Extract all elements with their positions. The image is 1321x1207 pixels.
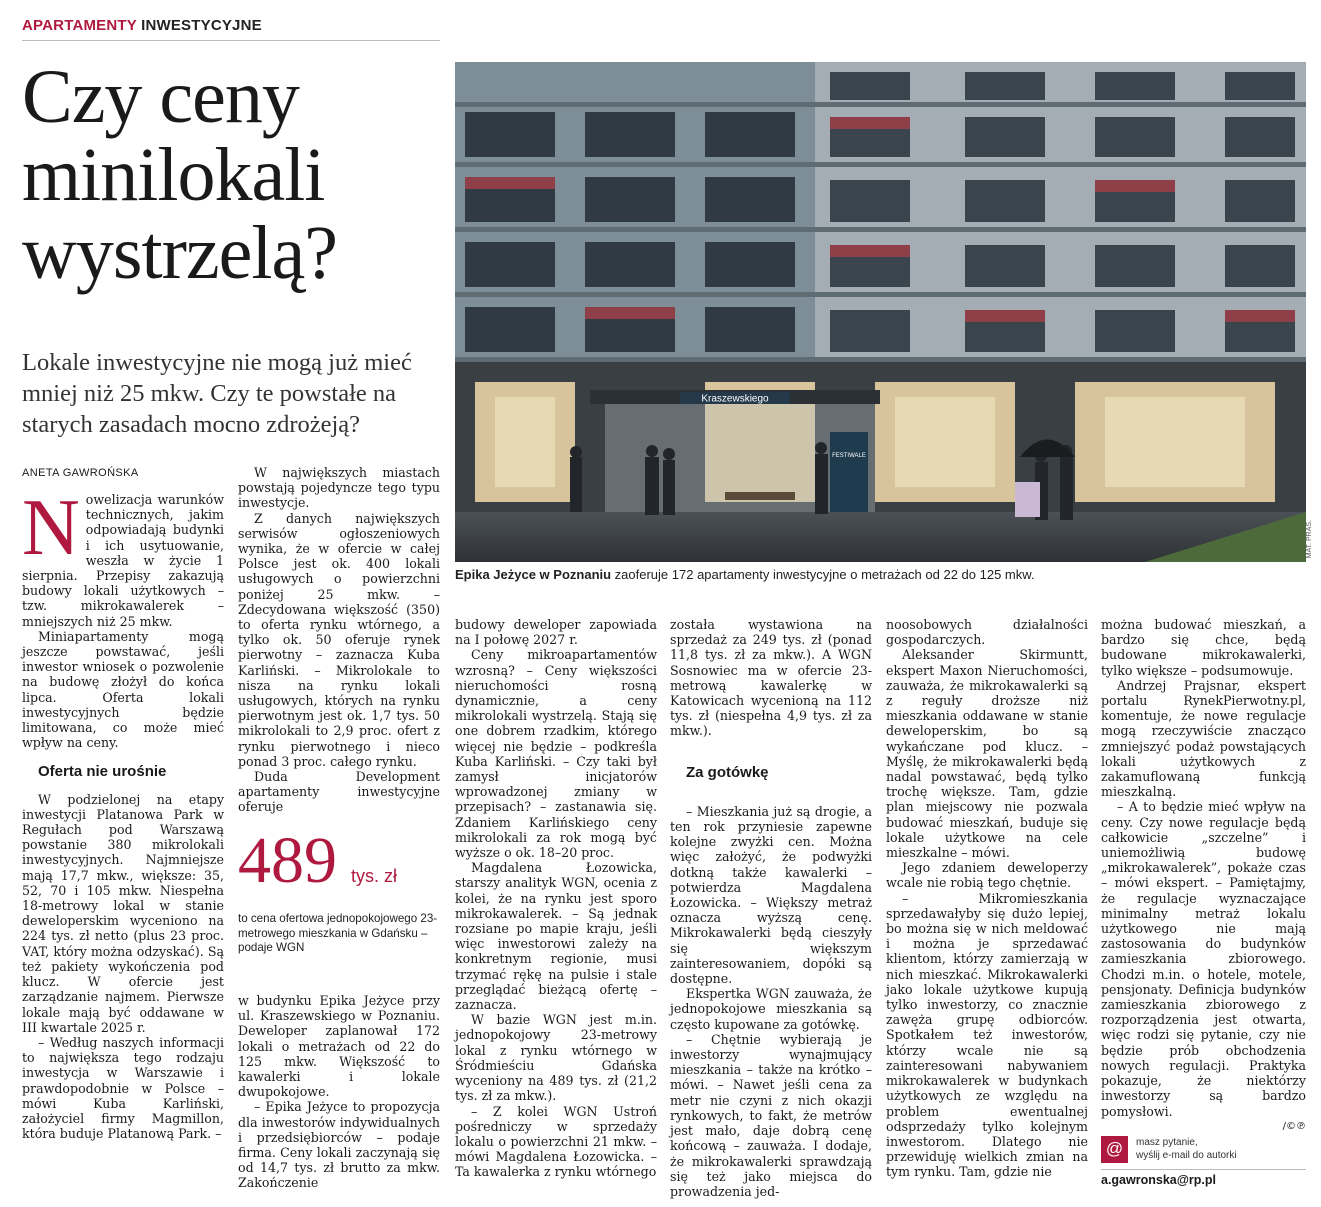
paragraph: można budować mieszkań, a bardzo się chce, będą budowane mikrokawalerki, tylko większe – podsumowuje. xyxy=(1101,617,1306,678)
author-byline: ANETA GAWROŃSKA xyxy=(22,467,139,479)
author-email-link[interactable]: a.gawronska@rp.pl xyxy=(1101,1173,1216,1187)
highlight-number: 489 xyxy=(238,824,337,897)
paragraph: Jego zdaniem deweloperzy wcale nie robią tego chętnie. xyxy=(886,860,1088,891)
paragraph: Ceny mikroapartamentów wzrosną? – Ceny większości nieruchomości rosną dynamicznie, a ceny mikrolokali wystrzelą. Stają się one dobrem rzadkim, którego więcej nie będzie – podkreśla Kuba Karliński. – Czy taki był zamysł inicjatorów wprowadzonej zmiany w przepisach? – zastanawia się. Zdaniem Karlińskiego ceny mikrolokali za rok mogą być wyższe o ok. 18–20 proc. xyxy=(455,647,657,861)
paragraph: noosobowych działalności gospodarczych. xyxy=(886,617,1088,648)
poster-text: FESTIWALE xyxy=(832,453,866,459)
article-column-4 xyxy=(670,617,872,1199)
headline: Czy ceny minilokali wystrzelą? xyxy=(22,55,337,295)
paragraph: – Mikromieszkania sprzedawałyby się dużo lepiej, bo można się w nich meldować i można je sprzedawać klientom, którzy zamierzają w nich mieszkać. Mikrokawalerki jako lokale użytkowe kupują tylko inwestorzy, co znacznie zawęża grupę odbiorców. Spotkałem też inwestorów, którzy wcale nie są zainteresowani nabywaniem mikrokawalerek w budynkach użytkowych ze względu na problem ewentualnej odsprzedaży tylko kolejnym inwestorom. Dlatego nie przewiduję wielkich zmian na tym rynku. Tam, gdzie nie xyxy=(886,890,1088,1180)
article-column-6 xyxy=(1101,617,1306,1134)
paragraph: Aleksander Skirmuntt, ekspert Maxon Nieruchomości, zauważa, że mikrokawalerki są z reguły droższe niż mieszkania oddawane w stanie deweloperskim, bo są wykańczane pod klucz. – Myślę, że mikrokawalerki będą nadal powstawać, będą tylko trochę większe. Tam, gdzie plan miejscowy nie pozwala budować mieszkań, buduje się lokale użytkowe na cele mieszkalne – mówi. xyxy=(886,647,1088,861)
article-column-2 xyxy=(238,465,440,815)
paragraph: W podzielonej na etapy inwestycji Platanowa Park w Regułach pod Warszawą powstanie 380 mikrolokali inwestycyjnych. Najmniejsze mają 17,7 mkw., większe: 35, 52, 70 i 105 mkw. Niespełna 18-metrowy lokal w stanie deweloperskim wyceniono na 224 tys. zł netto (plus 23 proc. VAT, który można odzyskać). Są też pakiety wykończenia pod klucz. W ofercie jest zarządzanie najmem. Pierwsze lokale mają być oddawane w III kwartale 2025 r. xyxy=(22,791,224,1035)
paragraph: – Według naszych informacji to największa tego rodzaju inwestycja w Warszawie i prawdopodobnie w Polsce – mówi Kuba Karliński, założyciel firmy Magmillon, która buduje Platanową Park. – xyxy=(22,1034,224,1142)
article-column-2-continued xyxy=(238,993,440,1191)
paragraph: owelizacja warunków technicznych, jakim odpowiadają budynki i ich usytuowanie, weszła w życie 1 sierpnia. Przepisy zakazują budowy lokali użytkowych – tzw. mikrokawalerek – mniejszych niż 25 mkw. xyxy=(22,492,224,629)
photo-caption: Epika Jeżyce w Poznaniu zaoferuje 172 apartamenty inwestycyjne o metrażach od 22 do 125 mkw. xyxy=(455,567,1035,582)
street-sign-text: Kraszewskiego xyxy=(701,393,769,405)
paragraph: – Mieszkania już są drogie, a ten rok przyniesie zapewne kolejne zwyżki cen. Można więc założyć, że podwyżki dotkną także kawalerki – potwierdza Magdalena Łozowicka. – Większy metraż oznacza wyższą cenę. Mikrokawalerki będą cieszyły się większym zainteresowaniem, dopóki są dostępne. xyxy=(670,803,872,987)
kicker-rule xyxy=(22,40,440,41)
paragraph: została wystawiona na sprzedaż za 249 tys. zł (ponad 11,8 tys. zł za mkw.). A WGN Sosnowiec ma w ofercie 23-metrową kawalerkę w Katowicach wycenioną na 112 tys. zł (niespełna 4,9 tys. zł za mkw.). xyxy=(670,617,872,739)
paragraph: Andrzej Prajsnar, ekspert portalu RynekPierwotny.pl, komentuje, że nowe regulacje mogą rzeczywiście znacząco zmniejszyć podaż powstających lokali użytkowych z zakamuflowaną funkcją mieszkalną. xyxy=(1101,677,1306,800)
paragraph: W największych miastach powstają pojedyncze tego typu inwestycje. xyxy=(238,465,440,511)
contact-divider xyxy=(1101,1169,1306,1170)
subheading: Oferta nie urośnie xyxy=(38,763,167,781)
building-illustration xyxy=(455,62,1306,562)
paragraph: budowy deweloper zapowiada na I połowę 2027 r. xyxy=(455,617,657,648)
paragraph: – Z kolei WGN Ustroń pośredniczy w sprzedaży lokalu o powierzchni 21 mkw. – mówi Magdalena Łozowicka. – Ta kawalerka z rynku wtórnego xyxy=(455,1103,657,1180)
paragraph: W bazie WGN jest m.in. jednopokojowy 23-metrowy lokal z rynku wtórnego w Śródmieściu Gdańska wyceniony na 489 tys. zł (21,2 tys. zł za mkw.). xyxy=(455,1012,657,1104)
article-column-3 xyxy=(455,617,657,1180)
paragraph: Ekspertka WGN zauważa, że jednopokojowe mieszkania są często kupowane za gotówkę. xyxy=(670,986,872,1032)
author-signature: /©℗ xyxy=(1282,1120,1306,1132)
email-icon: @ xyxy=(1101,1136,1128,1163)
article-column-1 xyxy=(22,484,224,1142)
paragraph: Duda Development apartamenty inwestycyjne oferuje xyxy=(238,769,440,815)
article-column-5 xyxy=(886,617,1088,1180)
paragraph: w budynku Epika Jeżyce przy ul. Kraszewskiego w Poznaniu. Deweloper zaplanował 172 lokali o metrażach od 22 do 125 mkw. Większość to kawalerki i lokale dwupokojowe. xyxy=(238,993,440,1100)
paragraph: Magdalena Łozowicka, starszy analityk WGN, ocenia z kolei, że na rynku jest sporo mikrokawalerek. – Są jednak rozsiane po mapie kraju, jeśli więc inwestorowi zależy na konkretnym regionie, musi trzymać rękę na pulsie i stale przeglądać bieżącą ofertę – zaznacza. xyxy=(455,860,657,1013)
paragraph: – A to będzie mieć wpływ na ceny. Czy nowe regulacje będą całkowicie „szczelne” i uniemożliwią budowę „mikrokawalerek”, pokaże czas – mówi ekspert. – Pamiętajmy, że regulacje wyznaczające minimalny metraż lokalu użytkowego nie mają zastosowania do budynków zamieszkania zbiorowego. Chodzi m.in. o hotele, motele, pensjonaty. Definicja budynków zamieszkania zbiorowego z rozporządzenia jest otwarta, więc rodzi się pytanie, czy nie będzie prób obchodzenia nowych regulacji. Praktyka pokazuje, że niektórzy inwestorzy są bardzo pomysłowi. xyxy=(1101,799,1306,1119)
building-photo xyxy=(455,62,1306,562)
photo-credit: MAT. PRAS. xyxy=(1306,520,1313,559)
paragraph: – Epika Jeżyce to propozycja dla inwestorów indywidualnych i przedsiębiorców – podaje firma. Ceny lokali zaczynają się od 14,7 tys. zł brutto za mkw. Zakończenie xyxy=(238,1099,440,1191)
highlight-description: to cena ofertowa jednopokojowego 23-metrowego mieszkania w Gdańsku – podaje WGN xyxy=(238,912,438,954)
contact-prompt: masz pytanie, wyślij e-mail do autorki xyxy=(1136,1137,1237,1161)
drop-cap: N xyxy=(22,484,80,572)
paragraph: – Chętnie wybierają je inwestorzy wynajmujący mieszkania – także na krótko – mówi. – Nawet jeśli cena za metr nie czyni z nich okazji rynkowych, to fakt, że metrów jest mało, daje dobrą cenę końcową – zauważa. I dodaje, że mikrokawalerki sprawdzają się też jako miejsca do prowadzenia jed- xyxy=(670,1031,872,1199)
paragraph: Miniapartamenty mogą jeszcze powstawać, jeśli inwestor wniosek o pozwolenie na budowę złożył do końca lipca. Oferta lokali inwestycyjnych będzie limitowana, co może mieć wpływ na ceny. xyxy=(22,628,224,751)
section-kicker: APARTAMENTY INWESTYCYJNE xyxy=(22,17,262,34)
paragraph: Z danych największych serwisów ogłoszeniowych wynika, że w ofercie w całej Polsce jest ok. 400 lokali usługowych o powierzchni poniżej 25 mkw. – Zdecydowana większość (350) to oferta rynku wtórnego, a tylko ok. 50 oferuje rynek pierwotny – zaznacza Kuba Karliński. – Mikrolokale to nisza na rynku lokali usługowych, których na rynku pierwotnym jest ok. 1,7 tys. 50 mikrolokali to 2,9 proc. ofert z rynku pierwotnego i nieco ponad 3 proc. całego rynku. xyxy=(238,510,440,769)
subheading: Za gotówkę xyxy=(686,763,769,781)
highlight-unit: tys. zł xyxy=(351,866,398,886)
lead-paragraph: Lokale inwestycyjne nie mogą już mieć mniej niż 25 mkw. Czy te powstałe na starych zasadach mocno zdrożeją? xyxy=(22,349,412,438)
